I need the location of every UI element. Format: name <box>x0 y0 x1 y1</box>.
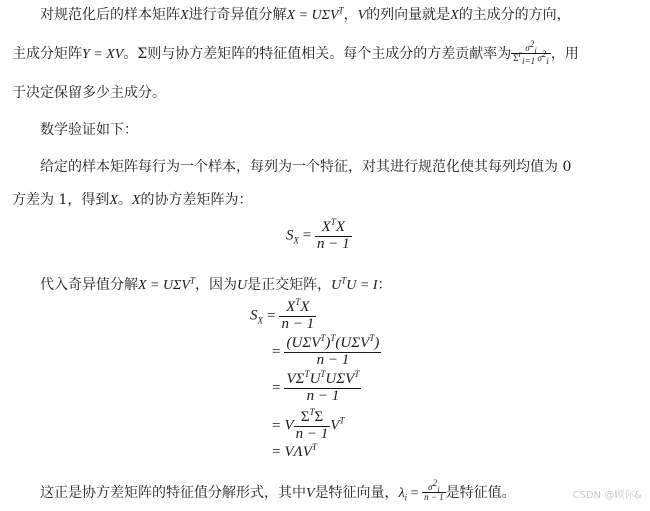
eq1-fraction: $\frac{X^TX}{n - 1}$ <box>316 217 350 252</box>
para1-line3: 于决定保留多少主成分。 <box>12 85 166 101</box>
derivation-row-1: $S_X$ = $\frac{X^TX}{n - 1}$ <box>250 297 315 332</box>
para2-line1: 给定的样本矩阵每行为一个样本，每列为一个特征，对其进行规范化使其每列均值为 0 <box>40 159 572 175</box>
derivation-row-3: = $\frac{V\Sigma^TU^TU\Sigma V^T}{n - 1}$ <box>272 369 360 404</box>
para1-line2: 主成分矩阵Y = XV。Σ则与协方差矩阵的特征值相关。每个主成分的方差贡献率为 $\frac{\sigma^2_i}{\Sigma^r_{i=1} \sigma^2_i}$ ，用 <box>12 39 579 67</box>
para2-line2: 方差为 1，得到X。X的协方差矩阵为： <box>12 192 253 208</box>
derivation-row-2: = $\frac{(U\Sigma V^T)^T(U\Sigma V^T)}{n - 1}$ <box>272 333 380 368</box>
pc-eq: Y = XV <box>82 46 124 62</box>
para1-line1: 对规范化后的样本矩阵X进行奇异值分解$X = U\Sigma V^T$，V的列向量就是X的主成分的方向， <box>40 5 571 23</box>
var-X: X <box>180 8 189 23</box>
para3-line: 代入奇异值分解$X = U\Sigma V^T$，因为U是正交矩阵，$U^TU = I$： <box>40 275 392 293</box>
eigenvalue-fraction: $\frac{\sigma^2_i}{n - 1}$ <box>424 478 444 503</box>
para4-line: 这正是协方差矩阵的特征值分解形式，其中V是特征向量，$\lambda_i$ = $\frac{\sigma^2_i}{n - 1}$ 是特征值。 <box>40 478 516 503</box>
derivation-row-5: = $V\Lambda V^T$ <box>272 442 317 460</box>
variance-ratio-fraction: $\frac{\sigma^2_i}{\Sigma^r_{i=1} \sigma^2_i}$ <box>513 39 549 67</box>
svd-eq: $X = U\Sigma V^T$ <box>286 5 344 23</box>
section-heading: 数学验证如下： <box>40 122 138 138</box>
covariance-equation: $S_X$ = $\frac{X^TX}{n - 1}$ <box>286 217 350 252</box>
derivation-row-4: = V $\frac{\Sigma^T\Sigma}{n - 1}$ $V^T$ <box>272 407 345 442</box>
csdn-watermark: CSDN @顾你& <box>572 490 642 501</box>
